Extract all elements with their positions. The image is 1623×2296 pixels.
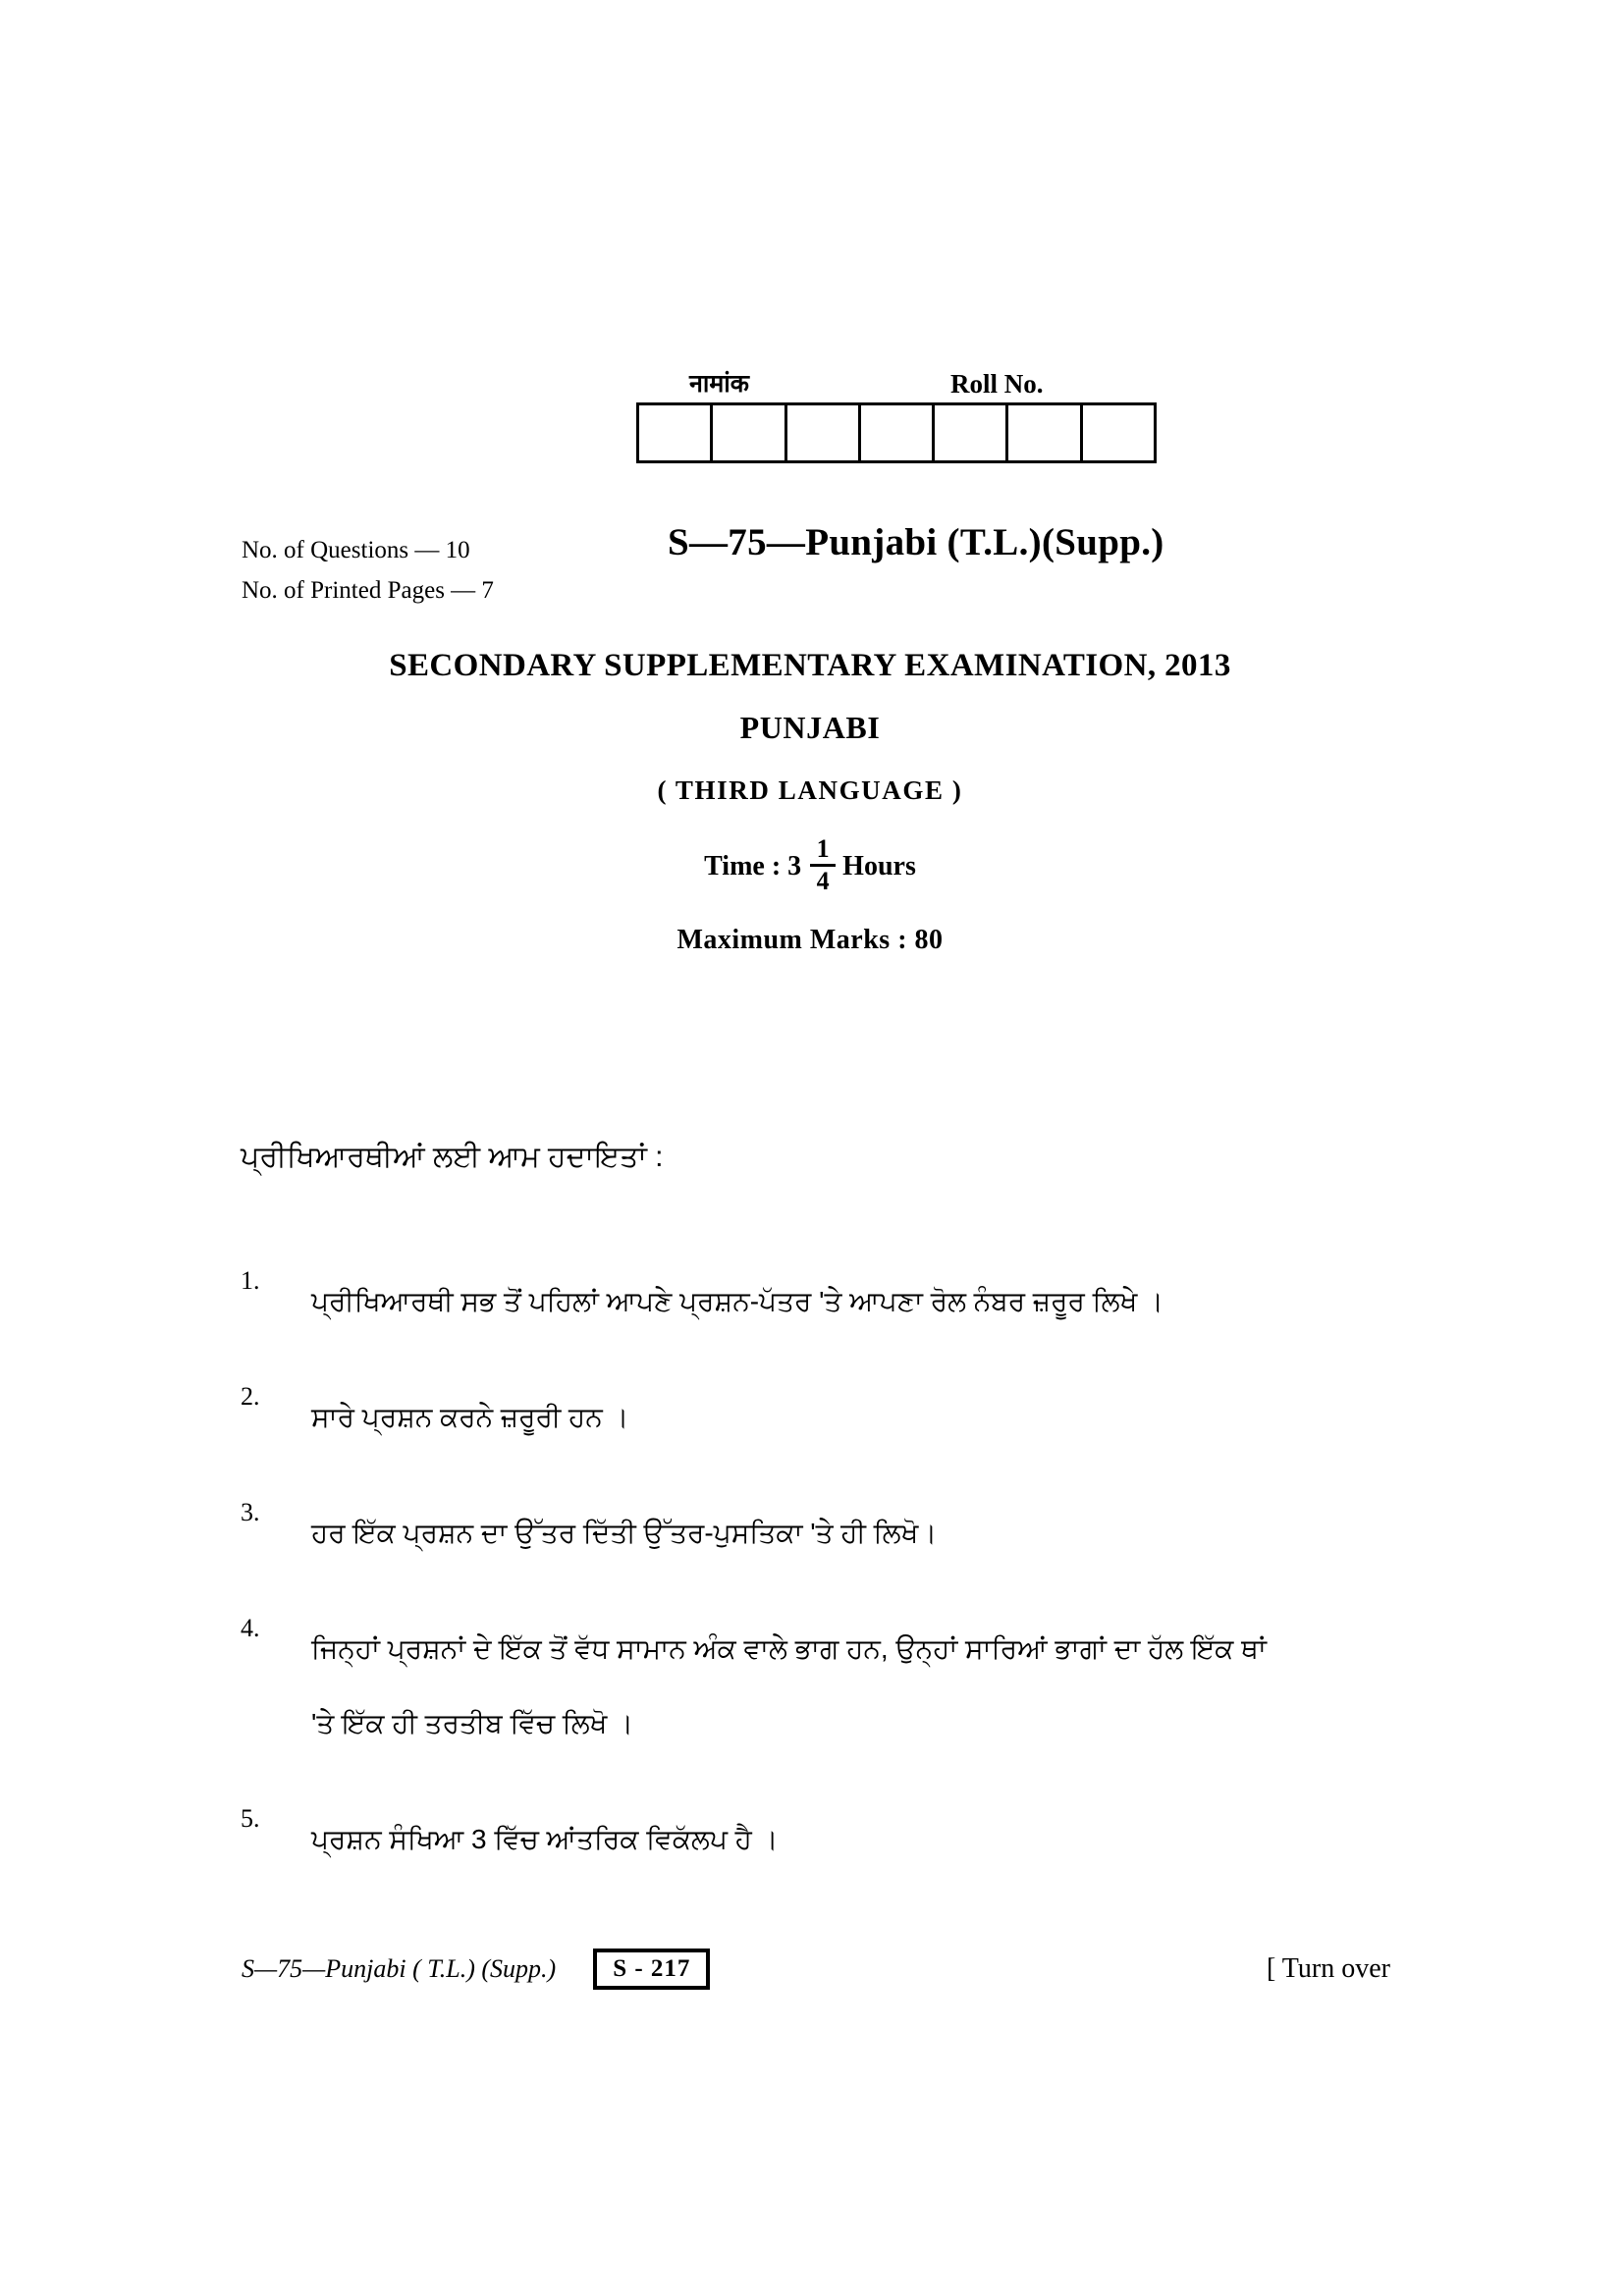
exam-title-block — [177, 648, 1443, 956]
instructions-list — [241, 1264, 1419, 1918]
instruction-number: 5. — [241, 1804, 260, 1833]
no-of-questions: No. of Questions — 10 — [242, 537, 470, 563]
instruction-number: 1. — [241, 1266, 260, 1295]
instruction-item — [241, 1380, 1419, 1455]
time-allowed — [177, 834, 1443, 895]
fraction-denominator: 4 — [816, 867, 830, 895]
fraction-numerator: 1 — [816, 834, 830, 863]
instruction-item — [241, 1264, 1419, 1339]
instruction-number: 3. — [241, 1498, 260, 1526]
instruction-text: ਪ੍ਰਸ਼ਨ ਸੰਖਿਆ 3 ਵਿੱਚ ਆਂਤਰਿਕ ਵਿਕੱਲਪ ਹੈ । — [311, 1824, 779, 1854]
maximum-marks: Maximum Marks : 80 — [676, 925, 944, 955]
instruction-text: ਹਰ ਇੱਕ ਪ੍ਰਸ਼ਨ ਦਾ ਉੱਤਰ ਦਿੱਤੀ ਉੱਤਰ-ਪੁਸਤਿਕਾ 'ਤੇ ਹੀ ਲਿਖੋ। — [311, 1518, 938, 1548]
footer-paper-code: S—75—Punjabi ( T.L.) (Supp.) — [242, 1954, 557, 1983]
language-level: ( THIRD LANGUAGE ) — [657, 775, 963, 805]
instruction-item — [241, 1612, 1419, 1761]
instruction-item — [241, 1496, 1419, 1571]
roll-number-block — [636, 365, 1166, 463]
instruction-text: ਪ੍ਰੀਖਿਆਰਥੀ ਸਭ ਤੋਂ ਪਹਿਲਾਂ ਆਪਣੇ ਪ੍ਰਸ਼ਨ-ਪੱਤਰ 'ਤੇ ਆਪਣਾ ਰੋਲ ਨੰਬਰ ਜ਼ਰੂਰ ਲਿਖੇ । — [311, 1286, 1164, 1316]
instruction-number: 2. — [241, 1382, 260, 1411]
roll-number-cell[interactable] — [935, 405, 1008, 460]
roll-number-cell[interactable] — [639, 405, 713, 460]
paper-code-title: S—75—Punjabi (T.L.)(Supp.) — [668, 521, 1164, 563]
time-prefix: Time : 3 — [704, 850, 802, 881]
roll-number-cell[interactable] — [713, 405, 786, 460]
instructions-heading: ਪ੍ਰੀਖਿਆਰਥੀਆਂ ਲਈ ਆਮ ਹਦਾਇਤਾਂ : — [241, 1141, 664, 1173]
roll-number-cell[interactable] — [861, 405, 935, 460]
time-fraction — [810, 836, 836, 894]
no-of-printed-pages: No. of Printed Pages — 7 — [242, 577, 494, 604]
instruction-text-continuation: 'ਤੇ ਇੱਕ ਹੀ ਤਰਤੀਬ ਵਿੱਚ ਲਿਖੋ । — [311, 1708, 634, 1738]
paper-meta — [242, 530, 494, 611]
time-suffix: Hours — [842, 850, 916, 881]
page-footer — [242, 1949, 1390, 1990]
name-label-hindi: नामांक — [689, 370, 749, 398]
roll-number-cell[interactable] — [1008, 405, 1082, 460]
roll-number-labels — [636, 365, 1166, 402]
instruction-text: ਸਾਰੇ ਪ੍ਰਸ਼ਨ ਕਰਨੇ ਜ਼ਰੂਰੀ ਹਨ । — [311, 1402, 629, 1432]
roll-no-label: Roll No. — [950, 369, 1044, 399]
exam-name: SECONDARY SUPPLEMENTARY EXAMINATION, 2013 — [389, 648, 1231, 683]
roll-number-cell[interactable] — [1083, 405, 1157, 460]
roll-number-grid[interactable] — [636, 402, 1157, 463]
roll-number-cell[interactable] — [787, 405, 861, 460]
instruction-text-wrapper — [311, 1612, 1419, 1761]
instruction-number: 4. — [241, 1614, 260, 1642]
footer-code-box: S - 217 — [593, 1949, 710, 1990]
turn-over-label: [ Turn over — [1266, 1953, 1390, 1984]
instruction-text: ਜਿਨ੍ਹਾਂ ਪ੍ਰਸ਼ਨਾਂ ਦੇ ਇੱਕ ਤੋਂ ਵੱਧ ਸਾਮਾਨ ਅੰਕ ਵਾਲੇ ਭਾਗ ਹਨ, ਉਨ੍ਹਾਂ ਸਾਰਿਆਂ ਭਾਗਾਂ ਦਾ ਹੱਲ ਇੱਕ ਥਾਂ — [311, 1633, 1267, 1664]
subject-name: PUNJABI — [739, 710, 881, 745]
instruction-item — [241, 1802, 1419, 1877]
